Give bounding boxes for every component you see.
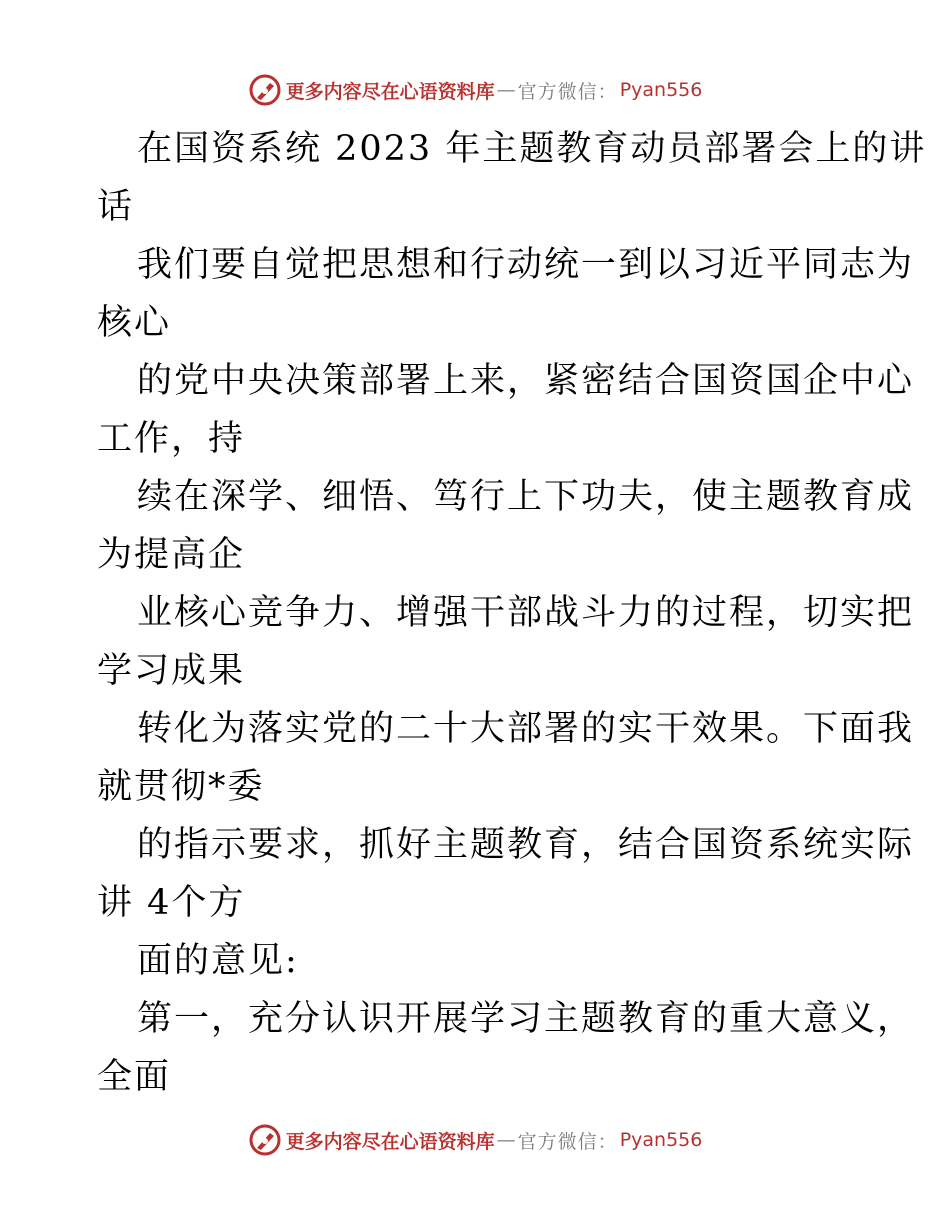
paragraph-line: 讲 4个方 xyxy=(97,883,246,923)
official-wechat-label: 官方微信： xyxy=(517,1130,618,1153)
promo-text: 更多内容尽在心语资料库 xyxy=(285,1130,495,1153)
pen-logo-icon xyxy=(248,1123,282,1157)
official-wechat-label: 官方微信： xyxy=(517,80,618,103)
paragraph-line: 的指示要求，抓好主题教育，结合国资系统实际 xyxy=(137,825,915,865)
paragraph-line: 工作，持 xyxy=(97,419,246,459)
paragraph-line: 我们要自觉把思想和行动统一到以习近平同志为 xyxy=(137,245,915,285)
document-body xyxy=(97,120,927,1106)
paragraph-line: 核心 xyxy=(97,303,172,343)
paragraph-line: 的党中央决策部署上来，紧密结合国资国企中心 xyxy=(137,361,915,401)
paragraph-line: 业核心竞争力、增强干部战斗力的过程，切实把 xyxy=(137,593,915,633)
paragraph-line: 为提高企 xyxy=(97,535,246,575)
paragraph-line: 转化为落实党的二十大部署的实干效果。下面我 xyxy=(137,709,915,749)
pen-logo-icon xyxy=(248,73,282,107)
document-title-line-1: 在国资系统 2023 年主题教育动员部署会上的讲 xyxy=(137,129,927,169)
header-watermark-banner xyxy=(0,70,950,110)
footer-watermark-banner xyxy=(0,1120,950,1160)
wechat-id: Pyan556 xyxy=(619,1129,703,1151)
separator: — xyxy=(496,79,516,101)
paragraph-line: 全面 xyxy=(97,1057,172,1097)
paragraph-line: 学习成果 xyxy=(97,651,246,691)
paragraph-line: 第一，充分认识开展学习主题教育的重大意义， xyxy=(137,999,915,1039)
paragraph-line: 就贯彻*委 xyxy=(97,767,265,807)
paragraph-line: 续在深学、细悟、笃行上下功夫，使主题教育成 xyxy=(137,477,915,517)
paragraph-line: 面的意见: xyxy=(137,941,299,981)
document-title-line-2: 话 xyxy=(97,187,135,227)
separator: — xyxy=(496,1129,516,1151)
promo-text: 更多内容尽在心语资料库 xyxy=(285,80,495,103)
wechat-id: Pyan556 xyxy=(619,79,703,101)
